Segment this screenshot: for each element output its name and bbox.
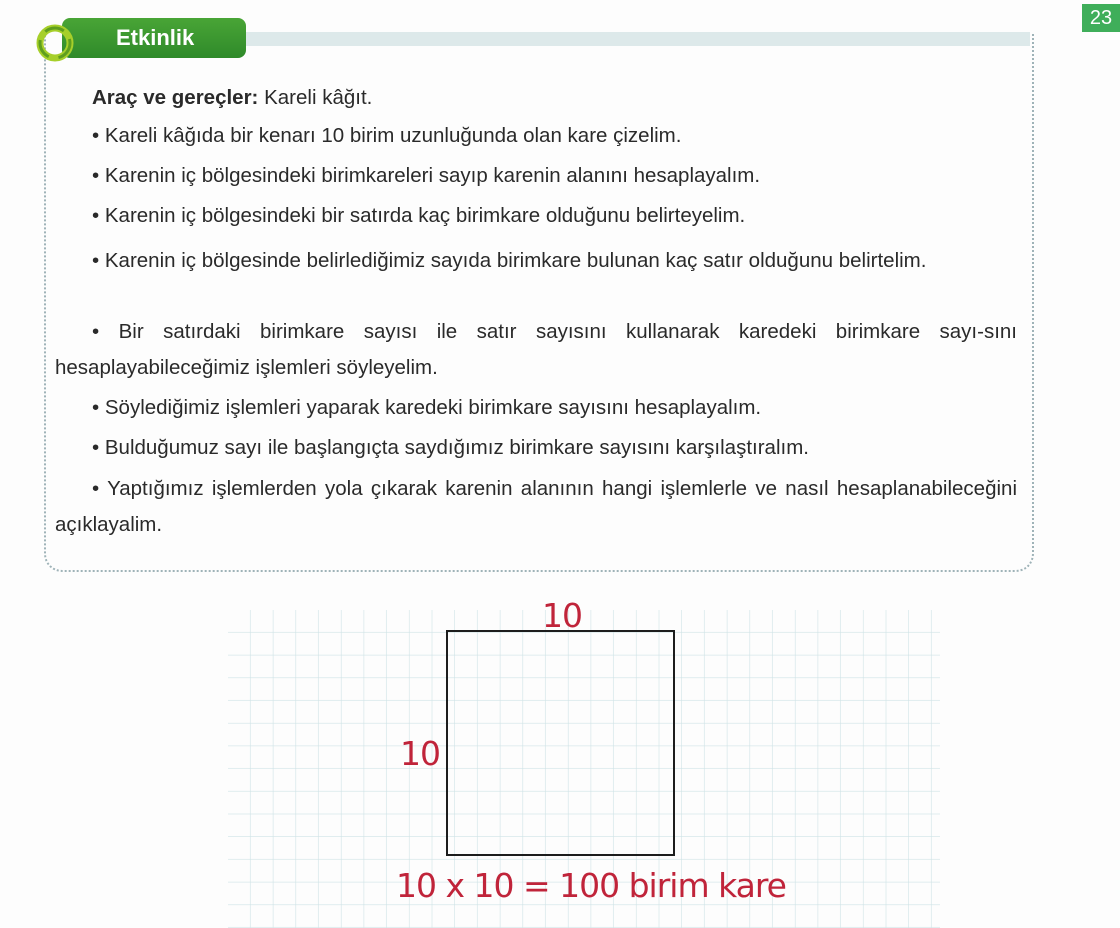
list-item: • Karenin iç bölgesindeki bir satırda kaç birimkare olduğunu belirteyelim. [92, 204, 746, 227]
list-item: • Karenin iç bölgesindeki birimkareleri sayıp karenin alanını hesaplayalım. [92, 164, 761, 187]
list-item: • Bulduğumuz sayı ile başlangıçta saydığımız birimkare sayısını karşılaştıralım. [92, 436, 809, 459]
list-item: • Bir satırdaki birimkare sayısı ile satır sayısını kullanarak karedeki birimkare sayı-sını hesaplayabileceğimiz işlemleri söyleyelim. [55, 320, 1017, 379]
top-side-label: 10 [542, 596, 582, 635]
materials-value: Kareli kâğıt. [258, 86, 373, 109]
page-number: 23 [1082, 4, 1120, 32]
materials-line [92, 80, 1054, 116]
list-item: • Söylediğimiz işlemleri yaparak karedeki birimkare sayısını hesaplayalım. [92, 396, 762, 419]
list-item: • Kareli kâğıda bir kenarı 10 birim uzunluğunda olan kare çizelim. [92, 124, 682, 147]
list-item: • Yaptığımız işlemlerden yola çıkarak karenin alanının hangi işlemlerle ve nasıl hesaplanabileceğini açıklayalim. [55, 477, 1017, 536]
area-equation: 10 x 10 = 100 birim kare [396, 866, 786, 905]
list-item: • Karenin iç bölgesinde belirlediğimiz sayıda birimkare bulunan kaç satır olduğunu belirtelim. [92, 249, 927, 272]
left-side-label: 10 [400, 734, 440, 773]
materials-label: Araç ve gereçler: [92, 86, 259, 109]
activity-badge: Etkinlik [62, 18, 246, 58]
recycle-cycle-icon [34, 22, 76, 64]
